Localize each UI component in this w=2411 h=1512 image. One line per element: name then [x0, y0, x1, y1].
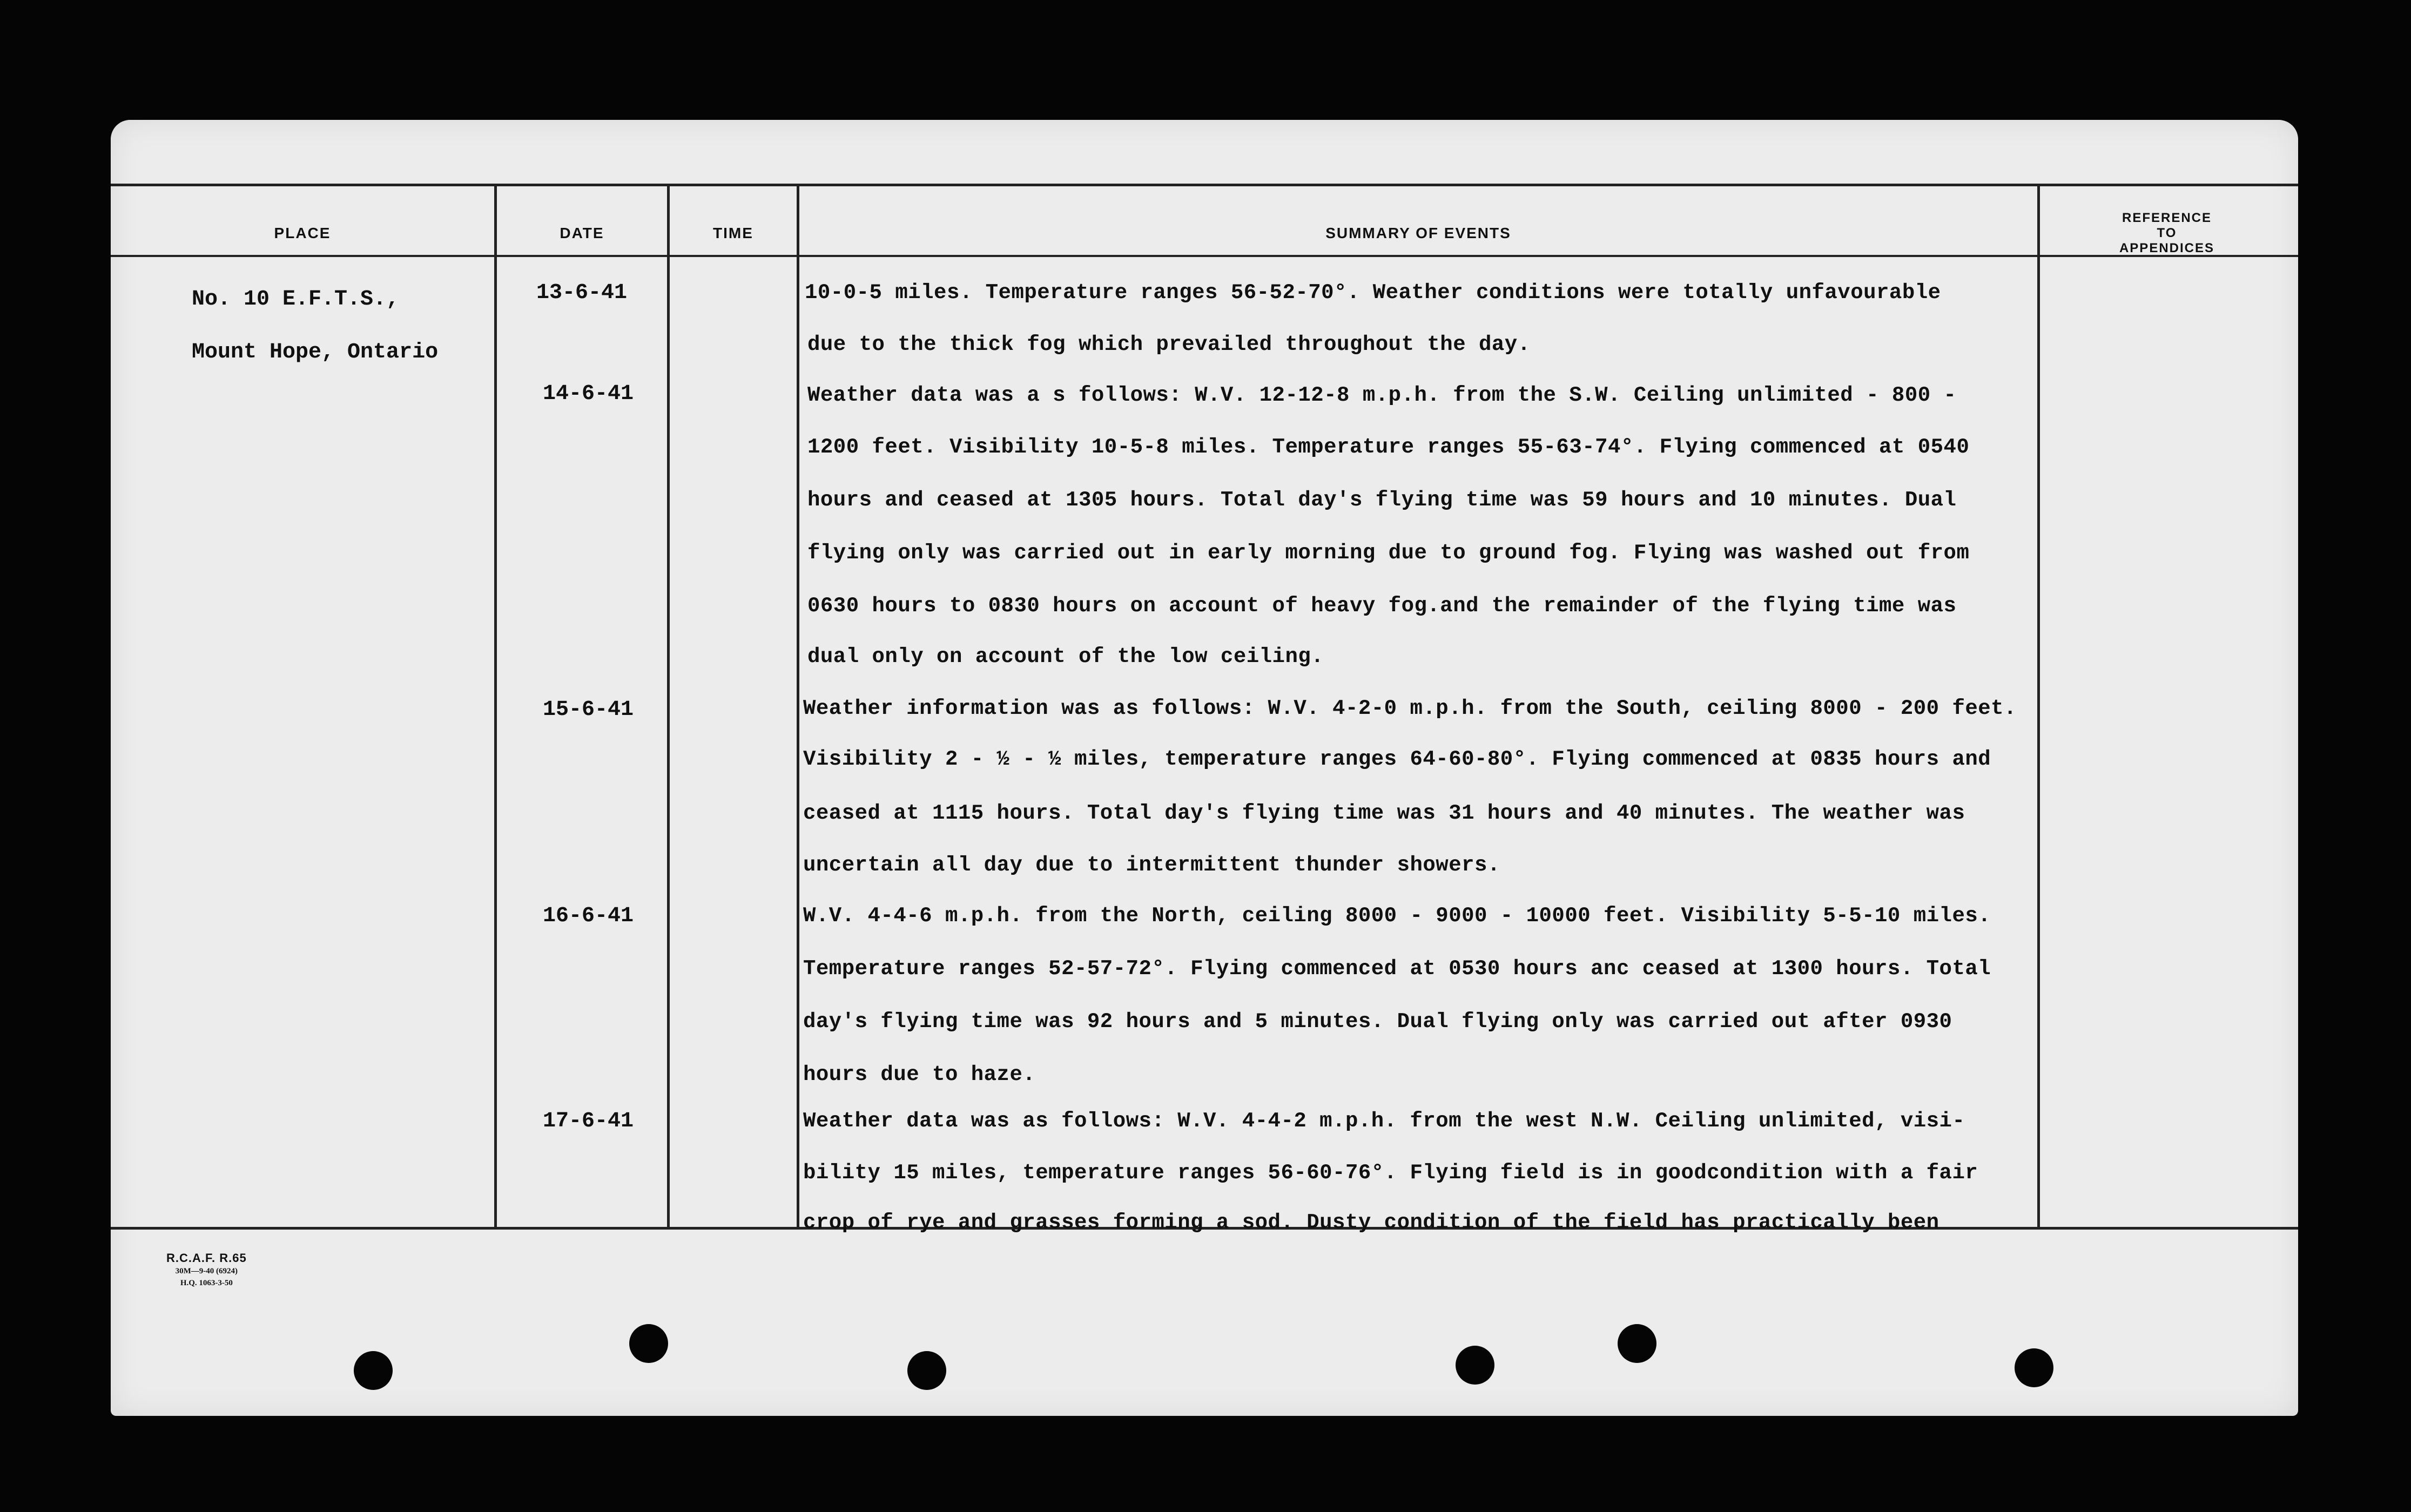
- place-unit: No. 10 E.F.T.S.,: [192, 287, 400, 312]
- header-reference-line2: TO: [2157, 226, 2177, 240]
- date-entry: 13-6-41: [536, 281, 628, 305]
- summary-line: uncertain all day due to intermittent thunder showers.: [803, 853, 1500, 877]
- form-code: R.C.A.F. R.65: [166, 1251, 247, 1265]
- header-bottom-rule: [111, 255, 2298, 257]
- punch-hole: [354, 1351, 393, 1390]
- diary-card: [111, 120, 2298, 1416]
- col-rule-time: [797, 184, 799, 1227]
- summary-line: hours due to haze.: [803, 1063, 1036, 1086]
- summary-line: 10-0-5 miles. Temperature ranges 56-52-70°. Weather conditions were totally unfavourable: [805, 281, 1941, 305]
- header-reference: [2040, 212, 2294, 255]
- date-entry: 17-6-41: [543, 1109, 634, 1133]
- header-reference-line1: REFERENCE: [2122, 211, 2212, 225]
- punch-hole: [1456, 1346, 1494, 1385]
- summary-line: Weather data was as follows: W.V. 4-4-2 m.p.h. from the west N.W. Ceiling unlimited, visi-: [803, 1109, 1965, 1133]
- punch-hole: [629, 1324, 668, 1363]
- date-entry: 14-6-41: [543, 382, 634, 406]
- header-top-rule: [111, 184, 2298, 186]
- summary-line: dual only on account of the low ceiling.: [807, 645, 1324, 669]
- summary-line: bility 15 miles, temperature ranges 56-60-76°. Flying field is in goodcondition with a fair: [803, 1161, 1978, 1185]
- summary-line: Temperature ranges 52-57-72°. Flying commenced at 0530 hours anc ceased at 1300 hours. Total: [803, 957, 1991, 981]
- place-location: Mount Hope, Ontario: [192, 340, 439, 364]
- form-print-run: 30M—9-40 (6924): [175, 1267, 238, 1275]
- header-date: DATE: [560, 225, 604, 241]
- header-reference-line3: APPENDICES: [2119, 241, 2215, 255]
- form-hq-number: H.Q. 1063-3-50: [180, 1279, 233, 1287]
- punch-hole: [907, 1351, 946, 1390]
- summary-line: Weather information was as follows: W.V. 4-2-0 m.p.h. from the South, ceiling 8000 - 200 feet.: [803, 697, 2017, 720]
- punch-hole: [2015, 1348, 2053, 1387]
- punch-hole: [1618, 1324, 1656, 1363]
- summary-line: ceased at 1115 hours. Total day's flying time was 31 hours and 40 minutes. The weather was: [803, 801, 1965, 825]
- date-entry: 15-6-41: [543, 698, 634, 722]
- form-identifier: [166, 1251, 247, 1289]
- col-rule-summary: [2037, 184, 2040, 1227]
- summary-line: day's flying time was 92 hours and 5 minutes. Dual flying only was carried out after 0930: [803, 1010, 1952, 1034]
- summary-line: due to the thick fog which prevailed throughout the day.: [807, 333, 1531, 356]
- col-rule-date: [667, 184, 670, 1227]
- header-summary: SUMMARY OF EVENTS: [1325, 225, 1511, 241]
- date-entry: 16-6-41: [543, 904, 634, 928]
- header-time: TIME: [713, 225, 753, 241]
- summary-line: crop of rye and grasses forming a sod. Dusty condition of the field has practically been: [803, 1211, 1939, 1234]
- header-place: PLACE: [274, 225, 331, 241]
- col-rule-place: [494, 184, 497, 1227]
- summary-line: Weather data was a s follows: W.V. 12-12-8 m.p.h. from the S.W. Ceiling unlimited - 800 -: [807, 383, 1957, 407]
- summary-line: flying only was carried out in early morning due to ground fog. Flying was washed out from: [807, 541, 1970, 565]
- summary-line: 1200 feet. Visibility 10-5-8 miles. Temperature ranges 55-63-74°. Flying commenced at 0540: [807, 435, 1970, 459]
- summary-line: 0630 hours to 0830 hours on account of heavy fog.and the remainder of the flying time was: [807, 594, 1957, 618]
- summary-line: hours and ceased at 1305 hours. Total day's flying time was 59 hours and 10 minutes. Dual: [807, 488, 1957, 512]
- summary-line: Visibility 2 - ½ - ½ miles, temperature ranges 64-60-80°. Flying commenced at 0835 hours and: [803, 747, 1991, 771]
- summary-line: W.V. 4-4-6 m.p.h. from the North, ceiling 8000 - 9000 - 10000 feet. Visibility 5-5-10 miles.: [803, 904, 1991, 928]
